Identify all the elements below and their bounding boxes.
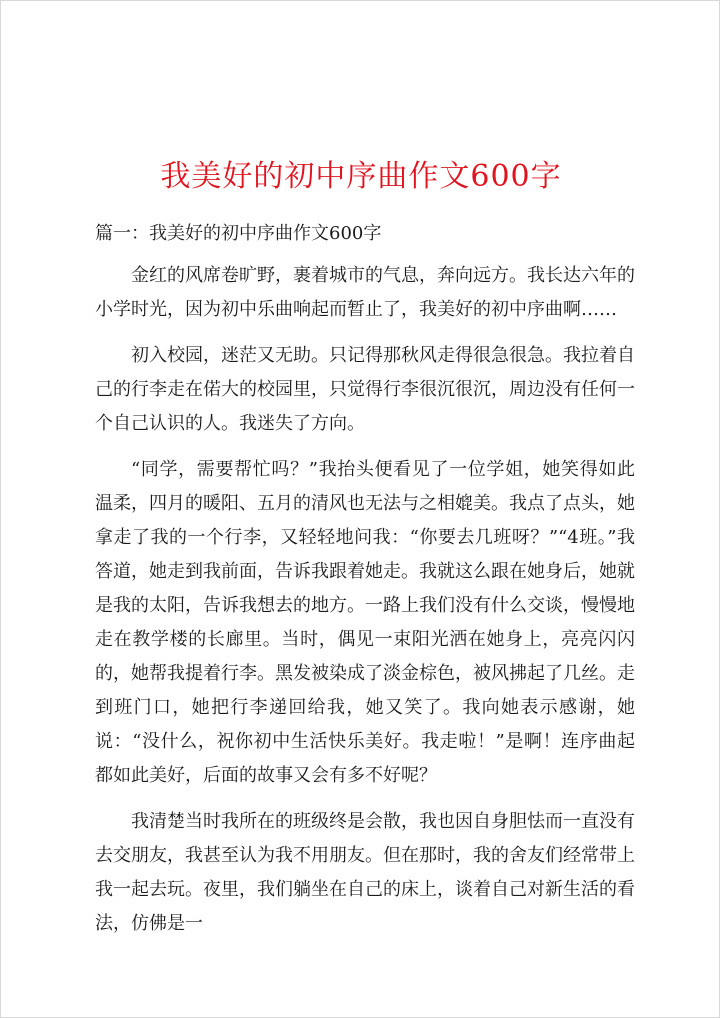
paragraph: “同学，需要帮忙吗？”我抬头便看见了一位学姐，她笑得如此温柔，四月的暖阳、五月的清风也无法与之相媲美。我点了点头，她拿走了我的一个行李，又轻轻地问我：“你要去几班呀？”“4班。”我答道，她走到我前面，告诉我跟着她走。我就这么跟在她身后，她就是我的太阳，告诉我想去的地方。一路上我们没有什么交谈，慢慢地走在教学楼的长廊里。当时，偶见一束阳光洒在她身上，亮亮闪闪的，她帮我提着行李。黑发被染成了淡金棕色，被风拂起了几丝。走到班门口，她把行李递回给我，她又笑了。我向她表示感谢，她说：“没什么，祝你初中生活快乐美好。我走啦！”是啊！连序曲起都如此美好，后面的故事又会有多不好呢？ [95,459,635,786]
document-body [95,217,635,953]
paragraph: 金红的风席卷旷野，裹着城市的气息，奔向远方。我长达六年的小学时光，因为初中乐曲响起而暂止了，我美好的初中序曲啊…… [95,265,635,320]
paragraph: 初入校园，迷茫又无助。只记得那秋风走得很急很急。我拉着自己的行李走在偌大的校园里，只觉得行李很沉很沉，周边没有任何一个自己认识的人。我迷失了方向。 [95,345,635,434]
document-title: 我美好的初中序曲作文600字 [160,159,562,194]
paragraph: 我清楚当时我所在的班级终是会散，我也因自身胆怯而一直没有去交朋友，我甚至认为我不用朋友。但在那时，我的舍友们经常带上我一起去玩。夜里，我们躺坐在自己的床上，谈着自己对新生活的看法，仿佛是一 [95,811,635,934]
section-subheading: 篇一：我美好的初中序曲作文600字 [95,223,382,244]
